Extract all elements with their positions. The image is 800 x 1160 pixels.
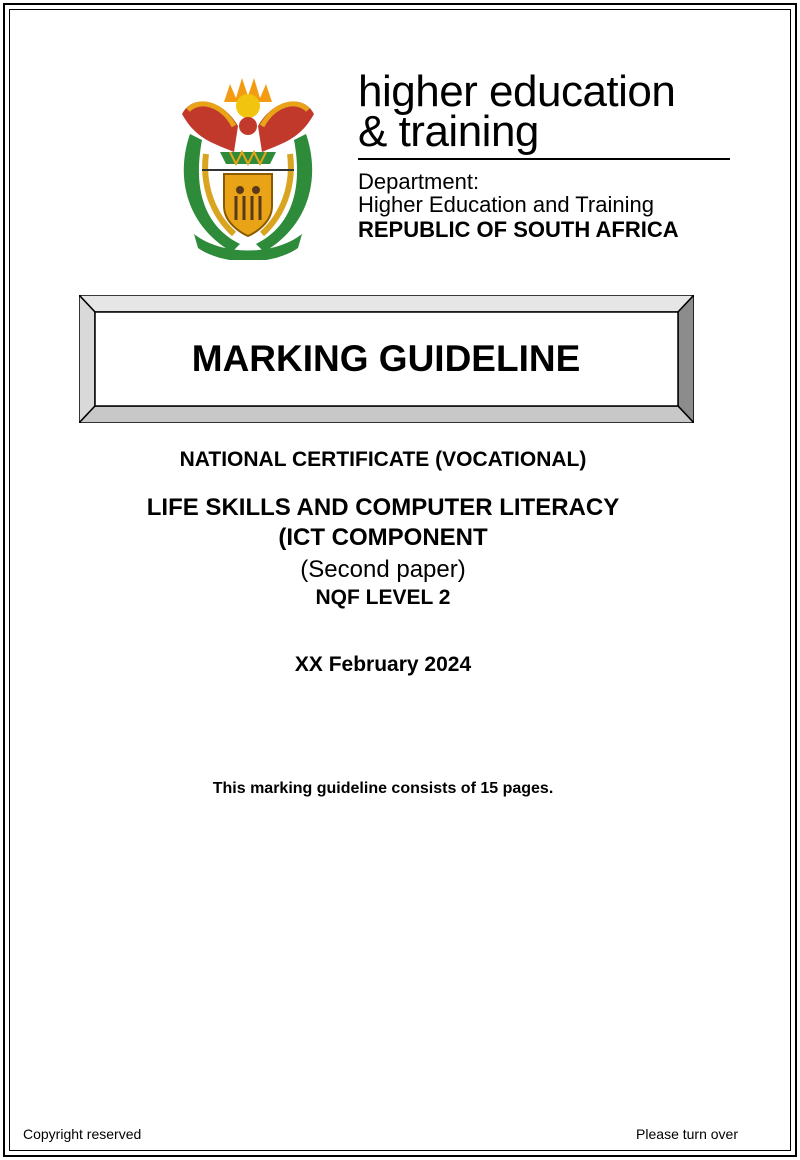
brand-divider (358, 158, 730, 160)
subject-line1: LIFE SKILLS AND COMPUTER LITERACY (146, 494, 620, 521)
country-name: REPUBLIC OF SOUTH AFRICA (358, 217, 679, 242)
footer-copyright: Copyright reserved (23, 1126, 142, 1142)
paper-number: (Second paper) (300, 556, 466, 583)
subject-line2: (ICT COMPONENT (278, 524, 488, 551)
footer-turn-over: Please turn over (636, 1126, 738, 1142)
coat-of-arms-icon (172, 74, 324, 260)
brand-name-line2: & training (358, 107, 539, 156)
brand-name-line1: higher education (358, 67, 676, 116)
nqf-level: NQF LEVEL 2 (315, 586, 451, 609)
document-title: MARKING GUIDELINE (191, 338, 581, 379)
department-name: Higher Education and Training (358, 192, 654, 217)
page-count-note: This marking guideline consists of 15 pages. (212, 780, 554, 797)
department-label: Department: (358, 169, 480, 194)
certificate-name: NATIONAL CERTIFICATE (VOCATIONAL) (179, 448, 587, 471)
exam-date: XX February 2024 (294, 653, 472, 676)
